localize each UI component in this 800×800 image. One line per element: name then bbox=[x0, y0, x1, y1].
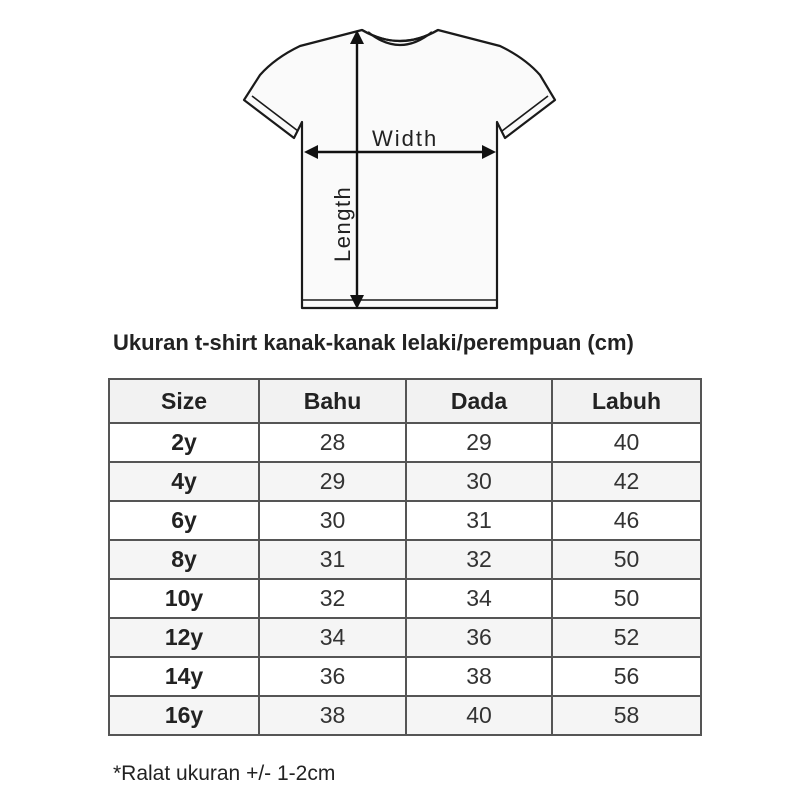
labuh-cell: 46 bbox=[552, 501, 701, 540]
table-row bbox=[109, 618, 701, 657]
labuh-cell: 52 bbox=[552, 618, 701, 657]
labuh-cell: 42 bbox=[552, 462, 701, 501]
table-row bbox=[109, 540, 701, 579]
length-label: Length bbox=[330, 185, 355, 262]
width-label: Width bbox=[372, 126, 439, 151]
dada-cell: 30 bbox=[406, 462, 552, 501]
labuh-cell: 56 bbox=[552, 657, 701, 696]
table-row bbox=[109, 501, 701, 540]
bahu-cell: 32 bbox=[259, 579, 406, 618]
size-cell: 12y bbox=[109, 618, 259, 657]
table-row bbox=[109, 423, 701, 462]
dada-cell: 32 bbox=[406, 540, 552, 579]
dada-cell: 36 bbox=[406, 618, 552, 657]
size-cell: 2y bbox=[109, 423, 259, 462]
header-dada: Dada bbox=[406, 379, 552, 423]
bahu-cell: 30 bbox=[259, 501, 406, 540]
table-row bbox=[109, 462, 701, 501]
table-row bbox=[109, 657, 701, 696]
bahu-cell: 29 bbox=[259, 462, 406, 501]
dada-cell: 29 bbox=[406, 423, 552, 462]
labuh-cell: 58 bbox=[552, 696, 701, 735]
table-row bbox=[109, 579, 701, 618]
dada-cell: 31 bbox=[406, 501, 552, 540]
bahu-cell: 34 bbox=[259, 618, 406, 657]
tshirt-diagram bbox=[0, 0, 800, 320]
size-cell: 6y bbox=[109, 501, 259, 540]
size-cell: 4y bbox=[109, 462, 259, 501]
size-table bbox=[108, 378, 702, 736]
table-header-row bbox=[109, 379, 701, 423]
dada-cell: 40 bbox=[406, 696, 552, 735]
labuh-cell: 40 bbox=[552, 423, 701, 462]
dada-cell: 38 bbox=[406, 657, 552, 696]
size-cell: 14y bbox=[109, 657, 259, 696]
labuh-cell: 50 bbox=[552, 579, 701, 618]
size-chart-title: Ukuran t-shirt kanak-kanak lelaki/perempuan (cm) bbox=[113, 330, 634, 355]
header-bahu: Bahu bbox=[259, 379, 406, 423]
dada-cell: 34 bbox=[406, 579, 552, 618]
bahu-cell: 28 bbox=[259, 423, 406, 462]
size-cell: 16y bbox=[109, 696, 259, 735]
bahu-cell: 36 bbox=[259, 657, 406, 696]
size-cell: 8y bbox=[109, 540, 259, 579]
tshirt-outline bbox=[244, 30, 555, 308]
measurement-tolerance-note: *Ralat ukuran +/- 1-2cm bbox=[113, 762, 336, 785]
header-size: Size bbox=[109, 379, 259, 423]
bahu-cell: 38 bbox=[259, 696, 406, 735]
header-labuh: Labuh bbox=[552, 379, 701, 423]
labuh-cell: 50 bbox=[552, 540, 701, 579]
table-row bbox=[109, 696, 701, 735]
bahu-cell: 31 bbox=[259, 540, 406, 579]
size-cell: 10y bbox=[109, 579, 259, 618]
